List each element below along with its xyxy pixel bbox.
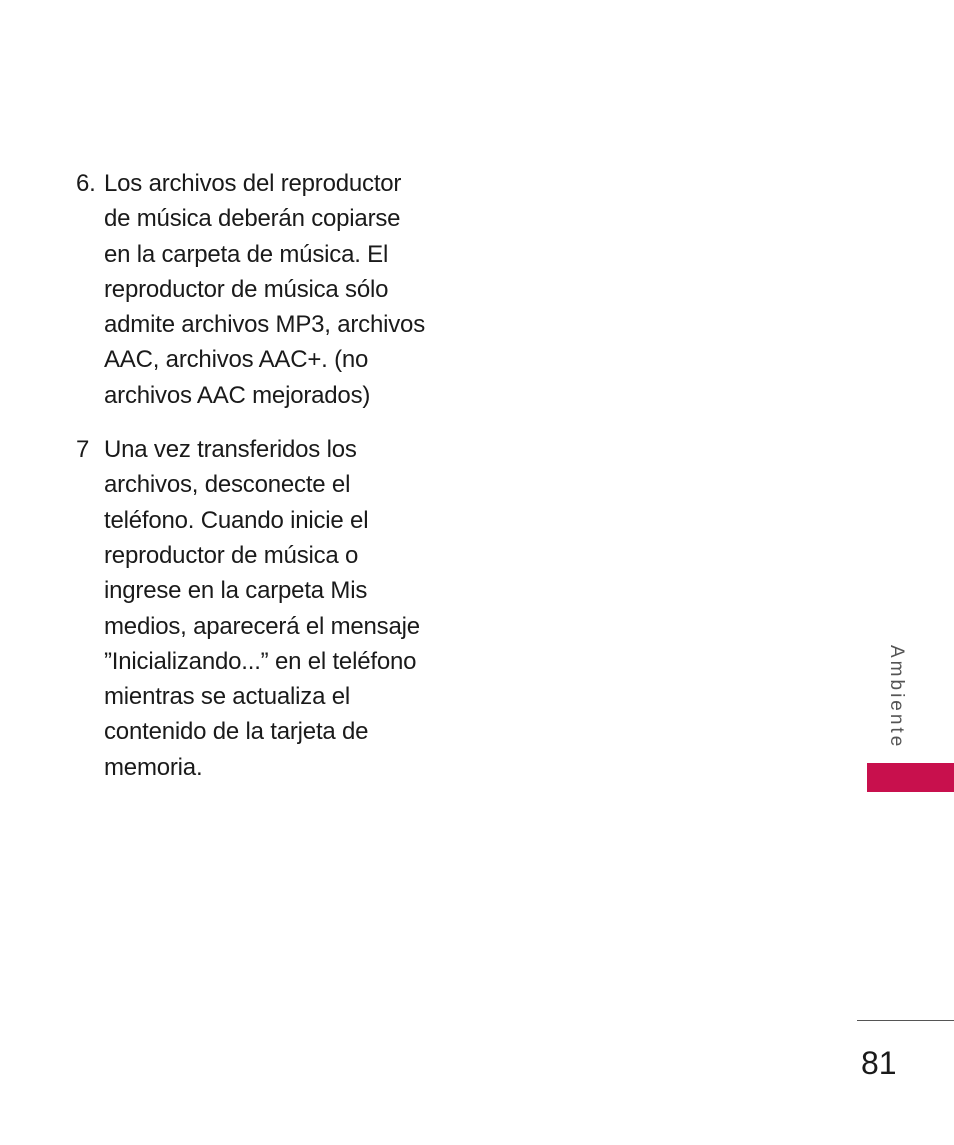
item-text-line: mientras se actualiza el <box>104 683 350 711</box>
item-text-line: admite archivos MP3, archivos <box>104 311 425 339</box>
item-text-line: medios, aparecerá el mensaje <box>104 612 420 640</box>
list-item-7 <box>76 432 436 785</box>
item-text-line: ”Inicializando...” en el teléfono <box>104 647 417 675</box>
item-text-line: AAC, archivos AAC+. (no <box>104 346 369 374</box>
item-text-line: archivos AAC mejorados) <box>104 381 371 409</box>
section-tab <box>867 763 954 792</box>
item-text-line: archivos, desconecte el <box>104 471 351 499</box>
footer-divider <box>857 1020 954 1021</box>
item-text-line: contenido de la tarjeta de <box>104 718 369 746</box>
item-text-line: en la carpeta de música. El <box>104 240 389 268</box>
item-text-line: teléfono. Cuando inicie el <box>104 506 369 534</box>
item-text-line: Los archivos del reproductor <box>104 170 402 197</box>
section-label: Ambiente <box>886 645 907 750</box>
list-item-6 <box>76 166 436 413</box>
item-text-line: de música deberán copiarse <box>104 205 401 233</box>
page-number: 81 <box>861 1045 897 1081</box>
item-text-line: reproductor de música sólo <box>104 275 389 303</box>
item-text-line: reproductor de música o <box>104 541 359 569</box>
item-text-line: ingrese en la carpeta Mis <box>104 577 368 605</box>
item-number: 7 <box>76 436 90 464</box>
instruction-list <box>76 166 436 785</box>
item-number: 6. <box>76 170 96 197</box>
item-text-line: Una vez transferidos los <box>104 436 357 464</box>
item-text-line: memoria. <box>104 753 203 781</box>
